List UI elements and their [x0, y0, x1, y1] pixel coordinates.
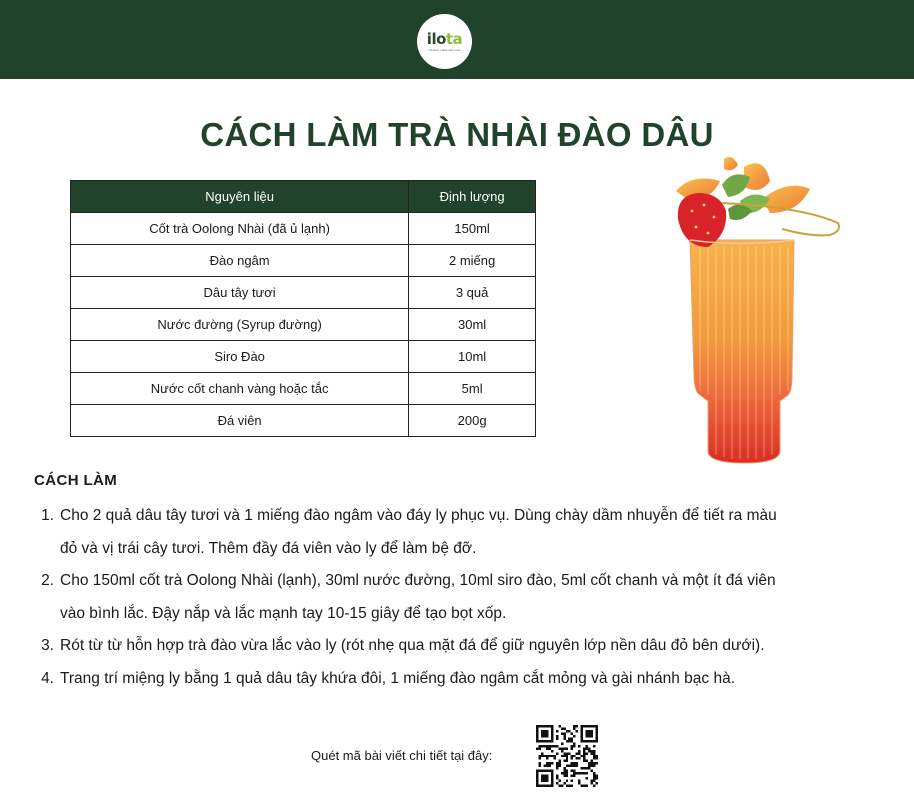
ingredient-cell: Siro Đào	[71, 341, 409, 373]
page-title: CÁCH LÀM TRÀ NHÀI ĐÀO DÂU	[200, 116, 714, 153]
table-row	[71, 213, 536, 245]
ingredient-cell: Cốt trà Oolong Nhài (đã ủ lạnh)	[71, 213, 409, 245]
ingredient-cell: Đá viên	[71, 405, 409, 437]
amount-cell: 200g	[409, 405, 536, 437]
qr-label: Quét mã bài viết chi tiết tại đây:	[311, 748, 493, 763]
step-text: Cho 2 quả dâu tây tươi và 1 miếng đào ngâm vào đáy ly phục vụ. Dùng chày dầm nhuyễn để tiết ra màu	[60, 507, 777, 524]
list-item	[34, 500, 894, 565]
amount-cell: 2 miếng	[409, 245, 536, 277]
step-text-continued: vào bình lắc. Đậy nắp và lắc mạnh tay 10-15 giây để tạo bọt xốp.	[60, 604, 507, 622]
method-heading: CÁCH LÀM	[34, 472, 118, 489]
amount-cell: 5ml	[409, 373, 536, 405]
table-row	[71, 341, 536, 373]
ingredient-cell: Dâu tây tươi	[71, 277, 409, 309]
amount-cell: 150ml	[409, 213, 536, 245]
drink-illustration	[662, 155, 852, 470]
qr-code-icon[interactable]	[536, 725, 598, 787]
step-text-continued: đỏ và vị trái cây tươi. Thêm đầy đá viên vào ly để làm bệ đỡ.	[60, 539, 477, 557]
ingredient-cell: Nước đường (Syrup đường)	[71, 309, 409, 341]
column-header-amount: Định lượng	[409, 181, 536, 213]
ingredient-cell: Nước cốt chanh vàng hoặc tắc	[71, 373, 409, 405]
brand-logo-tagline: Passion made with care	[428, 47, 461, 52]
list-item	[34, 630, 894, 663]
amount-cell: 3 quả	[409, 277, 536, 309]
list-item	[34, 565, 894, 630]
table-row	[71, 405, 536, 437]
amount-cell: 30ml	[409, 309, 536, 341]
step-text: Cho 150ml cốt trà Oolong Nhài (lạnh), 30ml nước đường, 10ml siro đào, 5ml cốt chanh và một ít đá viên	[60, 572, 776, 589]
step-number: 2.	[41, 572, 54, 589]
amount-cell: 10ml	[409, 341, 536, 373]
ingredient-cell: Đào ngâm	[71, 245, 409, 277]
table-header-row	[71, 181, 536, 213]
header-bar	[0, 0, 914, 79]
ingredients-table	[70, 180, 536, 437]
brand-logo[interactable]	[417, 14, 472, 69]
table-row	[71, 373, 536, 405]
step-number: 3.	[41, 637, 54, 654]
table-row	[71, 277, 536, 309]
brand-logo-wordmark: ilota	[426, 29, 463, 48]
list-item	[34, 663, 894, 696]
step-number: 1.	[41, 507, 54, 524]
table-row	[71, 309, 536, 341]
method-steps	[34, 500, 894, 695]
table-row	[71, 245, 536, 277]
step-number: 4.	[41, 669, 54, 687]
column-header-ingredient: Nguyên liệu	[71, 181, 409, 213]
step-text: Trang trí miệng ly bằng 1 quả dâu tây khứa đôi, 1 miếng đào ngâm cắt mỏng và gài nhánh bạc hà.	[60, 669, 736, 687]
step-text: Rót từ từ hỗn hợp trà đào vừa lắc vào ly (rót nhẹ qua mặt đá để giữ nguyên lớp nền dâu đỏ bên dưới).	[60, 637, 765, 654]
